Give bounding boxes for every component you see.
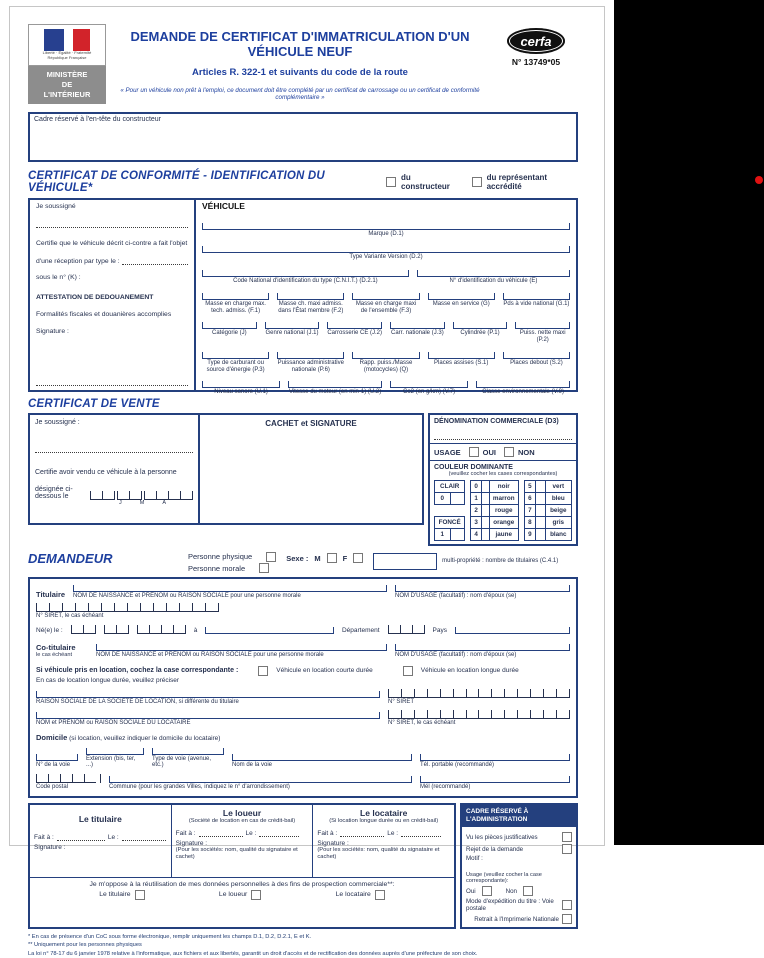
cotitulaire-label: Co-titulaire (36, 642, 76, 652)
p3-label: Type de carburant ou source d'énergie (P.3) (206, 359, 265, 373)
clair-checkbox-cell[interactable] (450, 493, 465, 505)
le-label: Le : (387, 830, 399, 838)
personne-morale-checkbox[interactable] (259, 563, 269, 573)
code-postal-label: Code postal (36, 783, 69, 790)
le-dots[interactable] (122, 832, 166, 841)
red-dot-marker (755, 176, 763, 184)
cotitulaire-nom-label: NOM DE NAISSANCE et PRÉNOM ou RAISON SOCIALE pour une personne morale (96, 651, 324, 658)
titulaire-nom-label: NOM DE NAISSANCE et PRÉNOM ou RAISON SOCIALE pour une personne morale (73, 592, 301, 599)
sig-locataire-sub: (Si location longue durée ou en crédit-bail) (329, 817, 439, 824)
naissance-mois-field[interactable] (104, 625, 129, 634)
v7-field[interactable] (390, 379, 468, 388)
locataire-siret-label: N° SIRET, le cas échéant (388, 719, 456, 726)
admin-oui-checkbox[interactable] (482, 886, 492, 896)
noir-checkbox-cell[interactable] (481, 481, 489, 493)
gris-checkbox-cell[interactable] (536, 517, 545, 529)
constructor-box-label: Cadre réservé à l'en-tête du constructeur (34, 116, 162, 124)
vente-certifie: Certifie avoir vendu ce véhicule à la personne (35, 469, 177, 477)
titulaire-label: Titulaire (36, 589, 66, 599)
location-longue-label: Véhicule en location longue durée (420, 667, 519, 675)
fonce-digit: 1 (435, 529, 451, 541)
reception-label: d'une réception par type le : (36, 258, 120, 266)
pays-label: Pays (432, 626, 447, 634)
le-dots[interactable] (401, 828, 441, 837)
j-label: Catégorie (J) (211, 330, 247, 337)
admin-box (460, 803, 578, 929)
vente-date-mois[interactable] (117, 491, 142, 500)
multi-propriete-field[interactable] (373, 553, 437, 570)
rouge-label: rouge (489, 505, 518, 517)
admin-mode-label: Mode d'expédition du titre : Voie postale (466, 898, 554, 912)
cnit-label: Code National d'identification du type (C.N.I.T.) (D.2.1) (233, 277, 378, 284)
p1-field[interactable] (453, 320, 508, 329)
vehicule-header: VÉHICULE (202, 201, 245, 212)
locataire-siret-field[interactable] (388, 710, 570, 719)
signature-dotted-line[interactable] (36, 384, 188, 386)
marque-field[interactable] (202, 221, 570, 230)
location-courte-checkbox[interactable] (258, 666, 268, 676)
fait-a-label: Fait à : (34, 833, 54, 841)
admin-usage-note: Usage (veuillez cocher la case correspondante): (466, 872, 542, 884)
cotitulaire-usage-field[interactable] (395, 642, 570, 651)
admin-header: CADRE RÉSERVÉ À L'ADMINISTRATION (462, 805, 576, 827)
s1-label: Places assises (S.1) (434, 359, 489, 366)
cachet-area[interactable] (200, 415, 422, 523)
je-soussigne-label: Je soussigné (36, 203, 76, 211)
sexe-f-label: F (342, 553, 348, 563)
location-siret-field[interactable] (388, 689, 570, 698)
admin-retrait-label: Retrait à l'Imprimerie Nationale (474, 915, 559, 923)
admin-non-checkbox[interactable] (523, 886, 533, 896)
usage-non-checkbox[interactable] (504, 447, 514, 457)
vente-heading: CERTIFICAT DE VENTE (28, 398, 160, 411)
admin-retrait-checkbox[interactable] (562, 914, 572, 924)
titulaire-usage-field[interactable] (395, 583, 570, 592)
u1-label: Niveau sonore (U.1) (214, 388, 268, 395)
domicile-note: (si location, veuillez indiquer le domicile du locataire) (69, 734, 221, 742)
p2-label: Puiss. nette maxi (P.2) (519, 330, 566, 344)
le-label: Le : (245, 830, 257, 838)
sexe-label: Sexe : (286, 553, 309, 563)
sig-titulaire-title: Le titulaire (78, 813, 122, 824)
admin-rejet-label: Rejet de la demande (466, 845, 524, 853)
location-question: Si véhicule pris en location, cochez la case correspondante : (36, 667, 239, 675)
vin-label: N° d'identification du véhicule (E) (449, 277, 538, 284)
black-side-strip (614, 0, 764, 845)
footnote-3: La loi n° 78-17 du 6 janvier 1978 relative à l'informatique, aux fichiers et aux libertés, garantit un droit d'accès et de rectification des données auprès d'une préfecture de son choix. (28, 950, 478, 957)
noir-label: noir (489, 481, 518, 493)
reception-dotted-line[interactable] (122, 256, 188, 265)
marque-label: Marque (D.1) (368, 231, 404, 238)
raison-sociale-field[interactable] (36, 689, 380, 698)
beige-checkbox-cell[interactable] (536, 505, 545, 517)
g-label: Masse en service (G) (432, 300, 490, 307)
lieu-naissance-field[interactable] (205, 625, 334, 634)
domicile-label: Domicile (36, 732, 68, 742)
rouge-checkbox-cell[interactable] (481, 505, 489, 517)
admin-rejet-checkbox[interactable] (562, 844, 572, 854)
sexe-f-checkbox[interactable] (353, 553, 363, 563)
personne-morale-label: Personne morale (188, 563, 246, 573)
le-dots[interactable] (259, 828, 299, 837)
g-field[interactable] (428, 291, 495, 300)
departement-field[interactable] (388, 625, 425, 634)
demandeur-heading: DEMANDEUR (28, 551, 113, 567)
j2-field[interactable] (327, 320, 382, 329)
representant-checkbox-label: du représentant accrédité (486, 173, 548, 192)
num-voie-label: N° de la voie (36, 761, 71, 768)
location-courte-label: Véhicule en location courte durée (276, 667, 373, 675)
le-label: Le : (107, 833, 119, 841)
nom-voie-field[interactable] (232, 752, 412, 761)
personne-physique-checkbox[interactable] (266, 552, 276, 562)
couleur-heading: COULEUR DOMINANTE (434, 464, 513, 472)
locataire-signature-cell[interactable] (313, 805, 454, 877)
fait-a-label: Fait à : (175, 830, 196, 838)
sig-label: Signature : (175, 840, 208, 848)
couleur-sub: (veuillez cocher les cases correspondantes) (448, 471, 558, 478)
ministry-republique: République Française (47, 55, 87, 60)
clair-table (434, 480, 465, 505)
vente-box (28, 413, 424, 525)
sig-loueur-note: (Pour les sociétés: nom, qualité du signataire et cachet) (175, 847, 298, 861)
commune-field[interactable] (109, 774, 412, 783)
mel-label: Mél (recommandé) (420, 783, 471, 790)
titulaire-siret-field[interactable] (36, 603, 219, 612)
p1-label: Cylindrée (P.1) (460, 330, 500, 337)
type-voie-label: Type de voie (avenue, etc.) (152, 755, 212, 768)
cotitulaire-usage-label: NOM D'USAGE (facultatif) : nom d'époux (se) (395, 651, 517, 658)
p6-label: Puissance administrative nationale (P.6) (277, 359, 344, 373)
v7-label: Co2 (en g/km) (V.7) (403, 388, 456, 395)
opp-locataire-checkbox[interactable] (375, 890, 385, 900)
sig-label: Signature : (34, 843, 66, 851)
sig-locataire-title: Le locataire (360, 807, 408, 818)
admin-motif-label: Motif : (466, 855, 483, 862)
opp-locataire-label: Le locataire (335, 891, 371, 899)
vente-date-annee[interactable] (144, 491, 193, 500)
tel-label: Tél. portable (recommandé) (420, 761, 495, 768)
admin-vu-checkbox[interactable] (562, 832, 572, 842)
cnit-field[interactable] (202, 268, 409, 277)
french-flag-icon (28, 24, 106, 66)
marron-label: marron (489, 493, 518, 505)
vente-designee: désignée ci-dessous le (35, 486, 73, 501)
opp-loueur-checkbox[interactable] (251, 890, 261, 900)
raison-sociale-label: RAISON SOCIALE DE LA SOCIÉTÉ DE LOCATION, si différente du titulaire (36, 698, 239, 705)
form-subtitle: Articles R. 322-1 et suivants du code de la route (192, 66, 408, 78)
sous-le-n-label: sous le n° (K) : (36, 274, 81, 282)
opp-titulaire-checkbox[interactable] (135, 890, 145, 900)
nom-voie-label: Nom de la voie (232, 761, 273, 768)
ministry-name: MINISTÈRE DE L'INTÉRIEUR (28, 66, 106, 104)
admin-voie-postale-checkbox[interactable] (562, 900, 572, 910)
blanc-checkbox-cell[interactable] (536, 529, 545, 541)
ne-le-label: Né(e) le : (36, 626, 63, 634)
annee-letter: A (162, 500, 167, 507)
j2-label: Carrosserie CE (J.2) (327, 330, 383, 337)
tvv-field[interactable] (202, 244, 570, 253)
fait-a-dots[interactable] (57, 832, 105, 841)
sig-locataire-note: (Pour les sociétés: nom, qualité du signataire et cachet) (317, 847, 440, 861)
constructor-header-box[interactable] (28, 112, 578, 162)
location-preciser: En cas de location longue durée, veuillez préciser (36, 676, 180, 684)
admin-oui-label: Oui (466, 887, 476, 895)
signature-label: Signature : (36, 328, 69, 336)
naissance-annee-field[interactable] (137, 625, 186, 634)
fonce-checkbox-cell[interactable] (450, 529, 465, 541)
denomination-box (428, 413, 578, 546)
location-siret-label: N° SIRET (388, 698, 415, 705)
admin-vu-label: Vu les pièces justificatives (466, 833, 538, 841)
v9-field[interactable] (476, 379, 570, 388)
j3-field[interactable] (390, 320, 445, 329)
titulaire-signature-cell[interactable] (30, 805, 172, 877)
usage-oui-label: OUI (482, 447, 497, 457)
f1-label: Masse en charge max. tech. admiss. (F.1) (205, 300, 266, 314)
mel-field[interactable] (420, 774, 570, 783)
fait-a-dots[interactable] (340, 828, 384, 837)
bleu-label: bleu (545, 493, 571, 505)
header (28, 24, 578, 104)
p3-field[interactable] (202, 350, 269, 359)
location-longue-checkbox[interactable] (403, 666, 413, 676)
titulaire-usage-label: NOM D'USAGE (facultatif) : nom d'époux (se) (395, 592, 517, 599)
g1-field[interactable] (503, 291, 570, 300)
u1-field[interactable] (202, 379, 280, 388)
signatures-box (28, 803, 456, 929)
mois-letter: M (139, 500, 145, 507)
usage-label: USAGE (434, 447, 461, 457)
footnote-2: ** Uniquement pour les personnes physiques (28, 942, 142, 949)
ministry-logo (28, 24, 106, 104)
sig-loueur-title: Le loueur (222, 807, 262, 818)
ministry-motto: Liberté · Égalité · Fraternité (42, 50, 92, 56)
tel-field[interactable] (420, 752, 570, 761)
j-field[interactable] (202, 320, 257, 329)
personne-physique-label: Personne physique (188, 552, 253, 562)
conformite-box (28, 198, 578, 395)
j3-label: Carr. nationale (J.3) (391, 330, 444, 337)
couleur-table-right: 5 vert 6 bleu 7 beige 8 gris 9 blanc (524, 480, 572, 541)
s2-label: Places debout (S.2) (510, 359, 563, 366)
opp-loueur-label: Le loueur (218, 891, 248, 899)
beige-label: beige (545, 505, 571, 517)
vert-checkbox-cell[interactable] (536, 481, 545, 493)
p2-field[interactable] (515, 320, 570, 329)
naissance-jour-field[interactable] (71, 625, 96, 634)
constructeur-checkbox[interactable] (386, 177, 396, 187)
q-label: Rapp. puiss./Masse (motocycles) (Q) (359, 359, 413, 373)
clair-digit: 0 (435, 493, 451, 505)
vert-label: vert (545, 481, 571, 493)
jaune-checkbox-cell[interactable] (481, 529, 489, 541)
cerfa-number: N° 13749*05 (511, 57, 561, 67)
departement-label: Département (341, 626, 380, 634)
q-field[interactable] (352, 350, 419, 359)
cerfa-logo-icon: cerfa (507, 28, 565, 54)
commune-label: Commune (pour les grandes Villes, indiquez le n° d'arrondissement) (109, 783, 290, 790)
cotitulaire-nom-field[interactable] (96, 642, 387, 651)
sig-label: Signature : (317, 840, 349, 848)
titulaire-siret-label: N° SIRET, le cas échéant (36, 612, 104, 619)
s1-field[interactable] (428, 350, 495, 359)
opp-titulaire-label: Le titulaire (99, 891, 131, 899)
footnote-1: * En cas de présence d'un CoC sous forme électronique, remplir uniquement les champs D.1, D.2, D.2.1, E et K. (28, 934, 312, 940)
demandeur-box (28, 577, 578, 798)
locataire-nom-label: NOM et PRÉNOM ou RAISON SOCIALE DU LOCATAIRE (36, 719, 191, 726)
cotitulaire-echeant: le cas échéant (36, 651, 73, 658)
bleu-checkbox-cell[interactable] (536, 493, 545, 505)
vente-dotted-line[interactable] (35, 444, 193, 453)
blanc-label: blanc (545, 529, 571, 541)
usage-oui-checkbox[interactable] (469, 447, 479, 457)
fonce-table (434, 516, 465, 541)
usage-non-label: NON (518, 447, 535, 457)
f3-field[interactable] (352, 291, 419, 300)
extension-label: Extension (bis, ter, ...) (86, 755, 136, 768)
couleur-table-left: 0 noir 1 marron 2 rouge 3 orange 4 jaune (470, 480, 518, 541)
type-voie-field[interactable] (152, 746, 224, 755)
representant-checkbox[interactable] (472, 177, 482, 187)
marron-checkbox-cell[interactable] (481, 493, 489, 505)
orange-checkbox-cell[interactable] (481, 517, 489, 529)
tvv-label: Type Variante Version (D.2) (349, 254, 423, 261)
orange-label: orange (489, 517, 518, 529)
attestation-label: ATTESTATION DE DEDOUANEMENT (36, 294, 154, 302)
j1-field[interactable] (265, 320, 320, 329)
titulaire-nom-field[interactable] (73, 583, 387, 592)
form-title: DEMANDE DE CERTIFICAT D'IMMATRICULATION D'UN VÉHICULE NEUF (130, 29, 470, 59)
vin-field[interactable] (417, 268, 570, 277)
f1-field[interactable] (202, 291, 269, 300)
sexe-m-checkbox[interactable] (327, 553, 337, 563)
num-voie-field[interactable] (36, 752, 78, 761)
f2-label: Masse ch. maxi admiss. dans l'État membre (F.2) (278, 300, 344, 314)
g1-label: Pds à vide national (G.1) (503, 300, 570, 307)
form-note: « Pour un véhicule non prêt à l'emploi, ce document doit être complété par un certificat de carrossage ou un certificat de conformité complémentaire » (120, 86, 480, 101)
denomination-title: DÉNOMINATION COMMERCIALE (D3) (434, 418, 559, 426)
jaune-label: jaune (489, 529, 518, 541)
denomination-dotted-line[interactable] (434, 431, 572, 440)
cachet-label: CACHET et SIGNATURE (265, 419, 357, 429)
opposition-label: Je m'oppose à la réutilisation de mes données personnelles à des fins de prospection commerciale**: (89, 880, 395, 888)
loueur-signature-cell[interactable] (172, 805, 314, 877)
certifie-label: Certifie que le véhicule décrit ci-contre a fait l'objet (36, 240, 188, 248)
code-postal-field[interactable] (36, 774, 101, 783)
vente-je-soussigne: Je soussigné : (35, 419, 80, 427)
constructeur-checkbox-label: du constructeur (401, 173, 450, 192)
gris-label: gris (545, 517, 571, 529)
sig-loueur-sub: (Société de location en cas de crédit-bail) (188, 817, 296, 824)
u2-field[interactable] (288, 379, 382, 388)
f3-label: Masse en charge maxi de l'ensemble (F.3) (355, 300, 417, 314)
sexe-m-label: M (314, 553, 321, 563)
p6-field[interactable] (277, 350, 344, 359)
clair-label: CLAIR (435, 481, 465, 493)
pays-field[interactable] (455, 625, 570, 634)
soussigne-dotted-line[interactable] (36, 226, 188, 228)
vente-date-jour[interactable] (90, 491, 115, 500)
formalites-label: Formalités fiscales et douanières accomplies (36, 311, 172, 319)
fait-a-label: Fait à : (317, 830, 338, 838)
fonce-label: FONCÉ (435, 517, 465, 529)
fait-a-dots[interactable] (199, 828, 243, 837)
v9-label: Classe environnementale (V.9) (482, 388, 564, 395)
locataire-nom-field[interactable] (36, 710, 380, 719)
admin-non-label: Non (505, 887, 517, 895)
f2-field[interactable] (277, 291, 344, 300)
extension-field[interactable] (86, 746, 144, 755)
conformite-heading: CERTIFICAT DE CONFORMITÉ - IDENTIFICATION DU VÉHICULE* (28, 170, 325, 195)
s2-field[interactable] (503, 350, 570, 359)
multi-propriete-label: multi-propriété : nombre de titulaires (C.4.1) (442, 558, 559, 565)
jour-letter: J (119, 500, 122, 507)
u2-label: Vitesse du moteur (en min-1) (U.2) (288, 388, 382, 395)
a-label: à (193, 626, 198, 634)
j1-label: Genre national (J.1) (265, 330, 319, 337)
